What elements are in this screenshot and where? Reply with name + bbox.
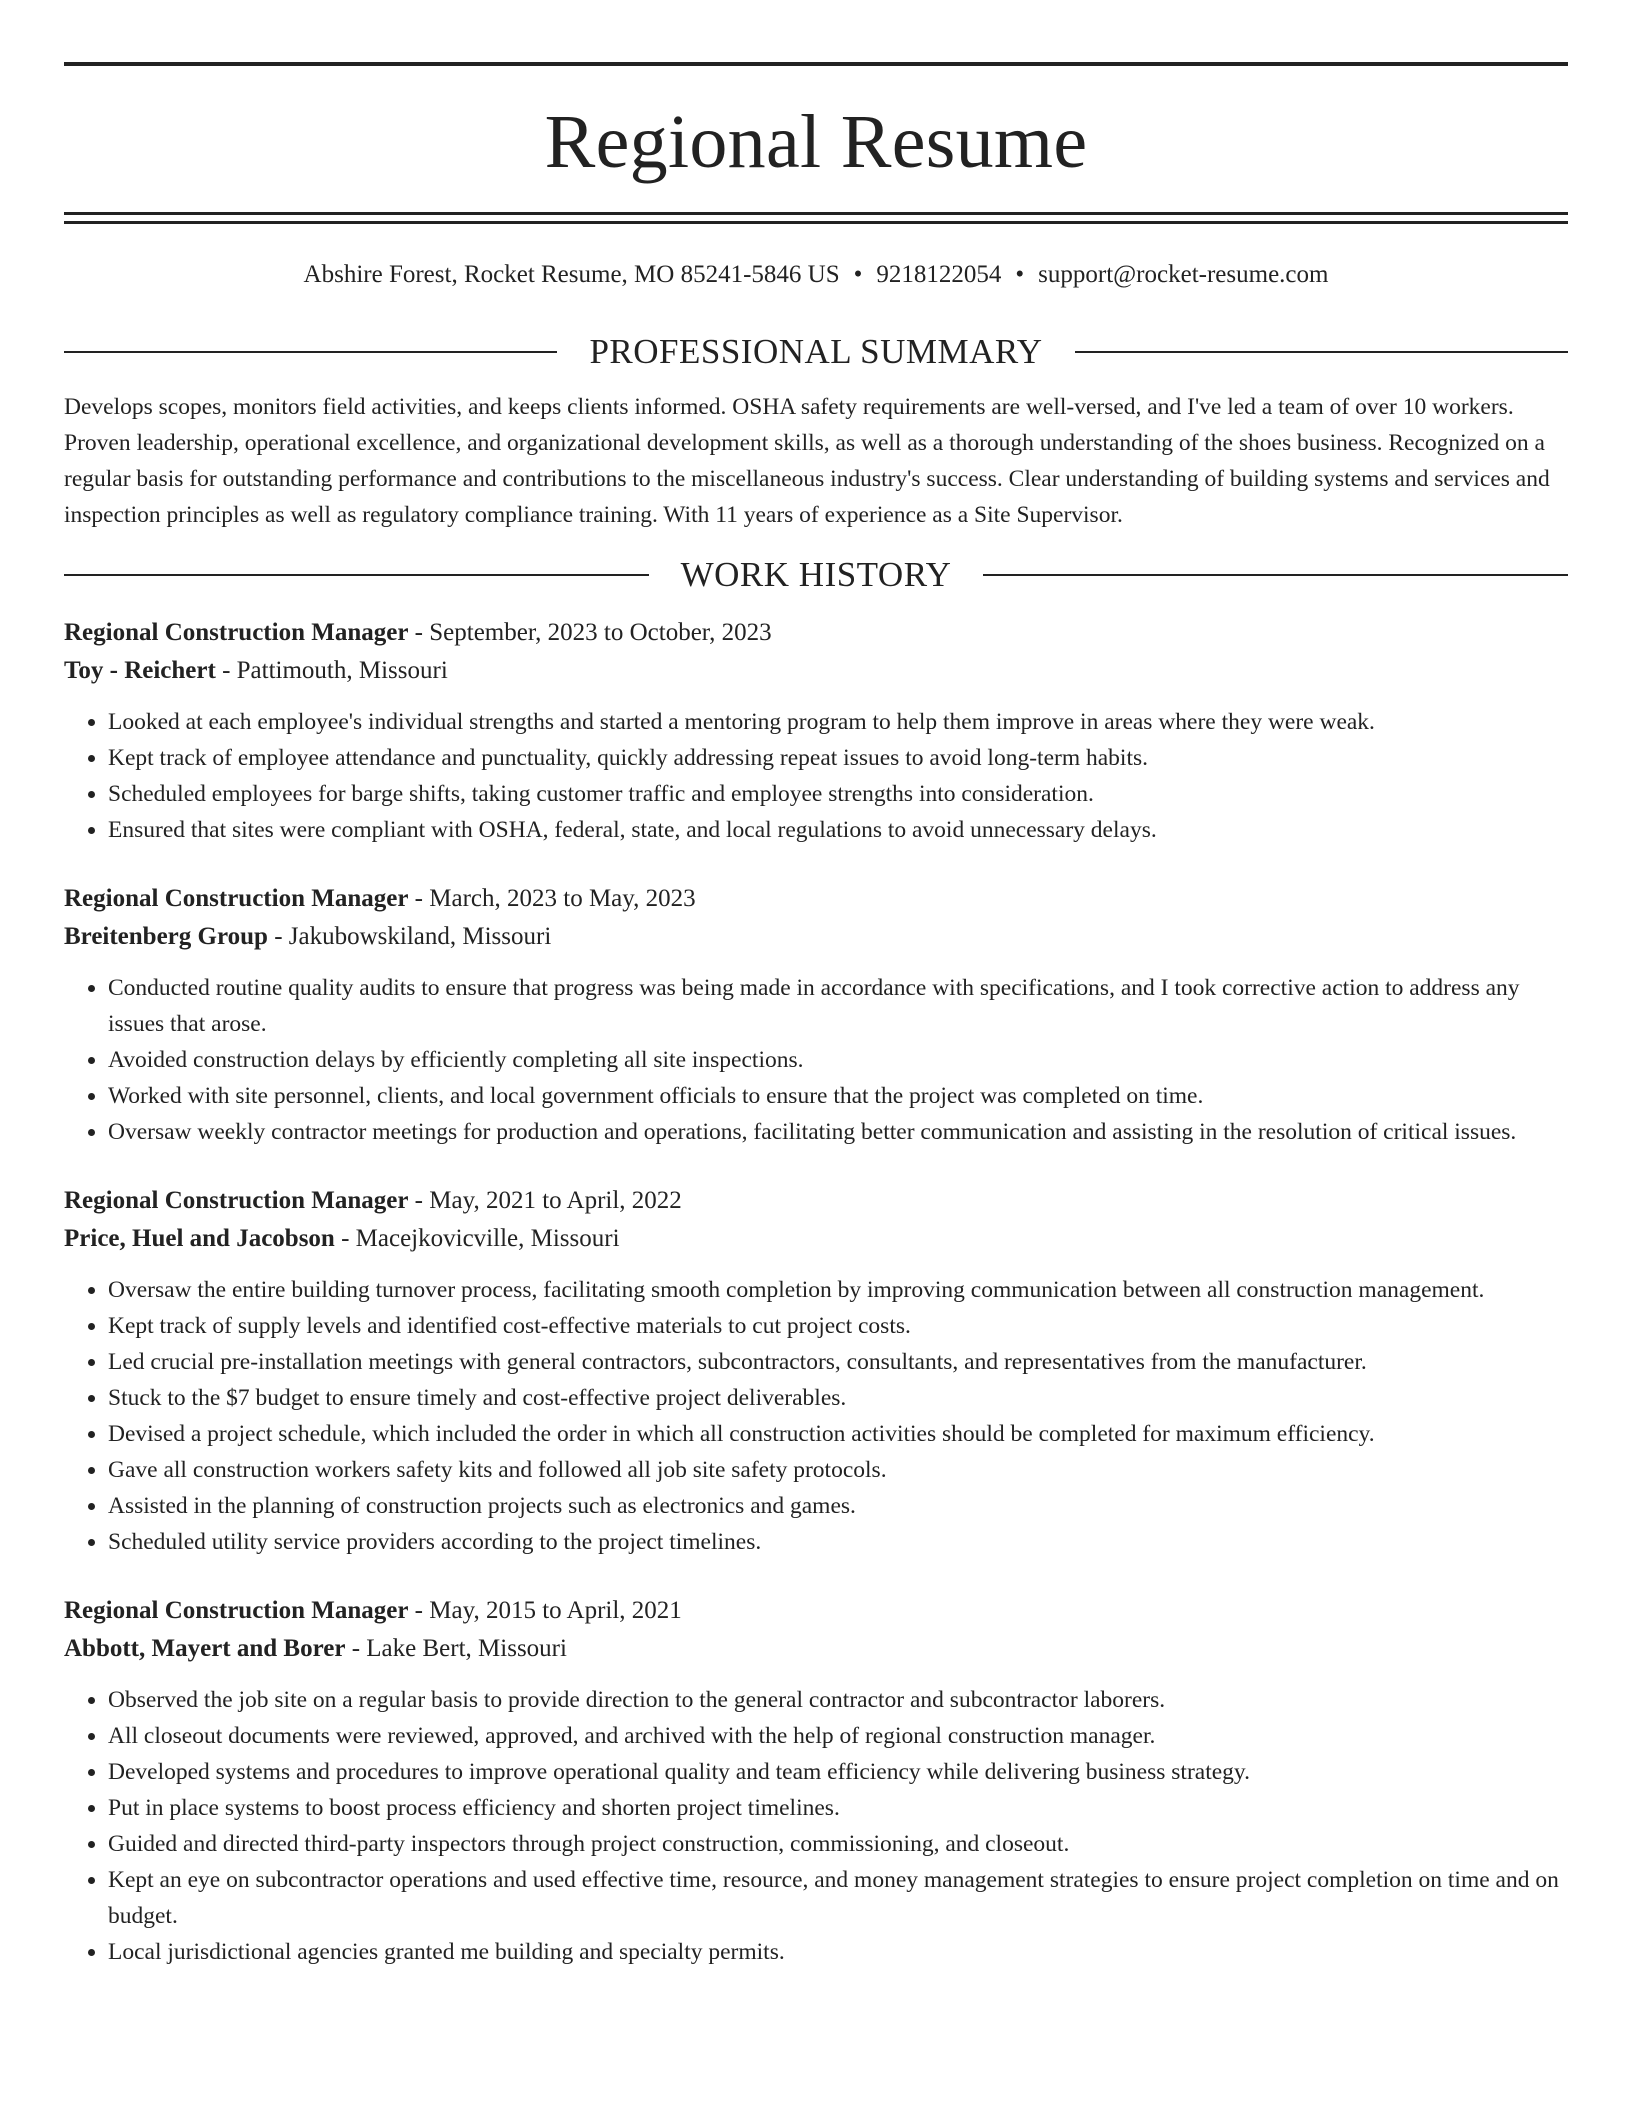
top-rule — [64, 62, 1568, 66]
job-dates: - May, 2021 to April, 2022 — [408, 1187, 682, 1214]
job-title-line — [64, 1182, 1568, 1220]
job-entry — [64, 614, 1568, 848]
job-bullet: • Kept an eye on subcontractor operations and used effective time, resource, and money management strategies to ensure project completion on time and on budget. — [108, 1862, 1568, 1934]
job-bullet: • Oversaw the entire building turnover process, facilitating smooth completion by improving communication between all construction management. — [108, 1272, 1568, 1308]
job-bullet: • Developed systems and procedures to improve operational quality and team efficiency while delivering business strategy. — [108, 1754, 1568, 1790]
contact-separator: • — [1015, 261, 1025, 288]
contact-line — [64, 260, 1568, 290]
work-history-heading-label: WORK HISTORY — [680, 555, 952, 594]
job-company: Breitenberg Group — [64, 923, 268, 950]
job-dates: - September, 2023 to October, 2023 — [408, 619, 772, 646]
job-title: Regional Construction Manager — [64, 619, 409, 646]
job-bullets — [64, 1272, 1568, 1560]
job-company-line — [64, 652, 1568, 690]
job-bullet: • Oversaw weekly contractor meetings for production and operations, facilitating better communication and assisting in the resolution of critical issues. — [108, 1114, 1568, 1150]
job-location: - Macejkovicville, Missouri — [334, 1225, 620, 1252]
job-company-line — [64, 1220, 1568, 1258]
heading-rule-right — [983, 574, 1568, 576]
job-bullet: • Kept track of employee attendance and punctuality, quickly addressing repeat issues to avoid long-term habits. — [108, 740, 1568, 776]
job-bullet: • Assisted in the planning of construction projects such as electronics and games. — [108, 1488, 1568, 1524]
job-bullets — [64, 1682, 1568, 1970]
summary-heading — [64, 334, 1568, 369]
summary-heading-label: PROFESSIONAL SUMMARY — [589, 332, 1043, 371]
job-location: - Jakubowskiland, Missouri — [267, 923, 552, 950]
job-bullet: • Kept track of supply levels and identified cost-effective materials to cut project costs. — [108, 1308, 1568, 1344]
job-company: Toy - Reichert — [64, 657, 216, 684]
contact-address: Abshire Forest, Rocket Resume, MO 85241-5846 US — [303, 261, 840, 288]
job-entry — [64, 1592, 1568, 1970]
job-bullet: • Observed the job site on a regular basis to provide direction to the general contractor and subcontractor laborers. — [108, 1682, 1568, 1718]
heading-rule-left — [64, 351, 557, 353]
job-bullet: • All closeout documents were reviewed, approved, and archived with the help of regional construction manager. — [108, 1718, 1568, 1754]
work-history-heading — [64, 557, 1568, 592]
job-bullet: • Gave all construction workers safety kits and followed all job site safety protocols. — [108, 1452, 1568, 1488]
contact-separator: • — [853, 261, 863, 288]
resume-name: Regional Resume — [544, 100, 1088, 184]
job-bullet: • Conducted routine quality audits to ensure that progress was being made in accordance with specifications, and I took corrective action to address any issues that arose. — [108, 970, 1568, 1042]
heading-rule-right — [1075, 351, 1568, 353]
job-title-line — [64, 1592, 1568, 1630]
job-dates: - March, 2023 to May, 2023 — [408, 885, 696, 912]
job-bullet: • Ensured that sites were compliant with OSHA, federal, state, and local regulations to avoid unnecessary delays. — [108, 812, 1568, 848]
job-bullets — [64, 704, 1568, 848]
job-bullet: • Local jurisdictional agencies granted me building and specialty permits. — [108, 1934, 1568, 1970]
summary-text: Develops scopes, monitors field activities, and keeps clients informed. OSHA safety requirements are well-versed, and I've led a team of over 10 workers. Proven leadership, operational excellence, and organizational development skills, as well as a thorough understanding of the shoes business. Recognized on a regular basis for outstanding performance and contributions to the miscellaneous industry's success. Clear understanding of building systems and services and inspection principles as well as regulatory compliance training. With 11 years of experience as a Site Supervisor. — [64, 394, 1550, 528]
job-bullet: • Devised a project schedule, which included the order in which all construction activities should be completed for maximum efficiency. — [108, 1416, 1568, 1452]
job-bullet: • Avoided construction delays by efficiently completing all site inspections. — [108, 1042, 1568, 1078]
job-company-line — [64, 1630, 1568, 1668]
job-title-line — [64, 880, 1568, 918]
job-entry — [64, 1182, 1568, 1560]
contact-email: support@rocket-resume.com — [1038, 261, 1329, 288]
contact-phone: 9218122054 — [876, 261, 1002, 288]
job-list — [64, 614, 1568, 1970]
job-bullet: • Looked at each employee's individual strengths and started a mentoring program to help them improve in areas where they were weak. — [108, 704, 1568, 740]
job-bullet: • Worked with site personnel, clients, and local government officials to ensure that the project was completed on time. — [108, 1078, 1568, 1114]
job-location: - Pattimouth, Missouri — [215, 657, 448, 684]
job-location: - Lake Bert, Missouri — [345, 1635, 567, 1662]
job-title: Regional Construction Manager — [64, 1597, 409, 1624]
job-bullet: • Put in place systems to boost process efficiency and shorten project timelines. — [108, 1790, 1568, 1826]
job-title-line — [64, 614, 1568, 652]
job-bullets — [64, 970, 1568, 1150]
job-company: Price, Huel and Jacobson — [64, 1225, 335, 1252]
job-company-line — [64, 918, 1568, 956]
job-bullet: • Stuck to the $7 budget to ensure timely and cost-effective project deliverables. — [108, 1380, 1568, 1416]
job-dates: - May, 2015 to April, 2021 — [408, 1597, 682, 1624]
job-title: Regional Construction Manager — [64, 885, 409, 912]
job-bullet: • Led crucial pre-installation meetings with general contractors, subcontractors, consultants, and representatives from the manufacturer. — [108, 1344, 1568, 1380]
job-bullet: • Scheduled employees for barge shifts, taking customer traffic and employee strengths into consideration. — [108, 776, 1568, 812]
heading-rule-left — [64, 574, 649, 576]
job-title: Regional Construction Manager — [64, 1187, 409, 1214]
job-bullet: • Scheduled utility service providers according to the project timelines. — [108, 1524, 1568, 1560]
double-rule — [64, 212, 1568, 224]
job-bullet: • Guided and directed third-party inspectors through project construction, commissioning, and closeout. — [108, 1826, 1568, 1862]
job-company: Abbott, Mayert and Borer — [64, 1635, 346, 1662]
job-entry — [64, 880, 1568, 1150]
